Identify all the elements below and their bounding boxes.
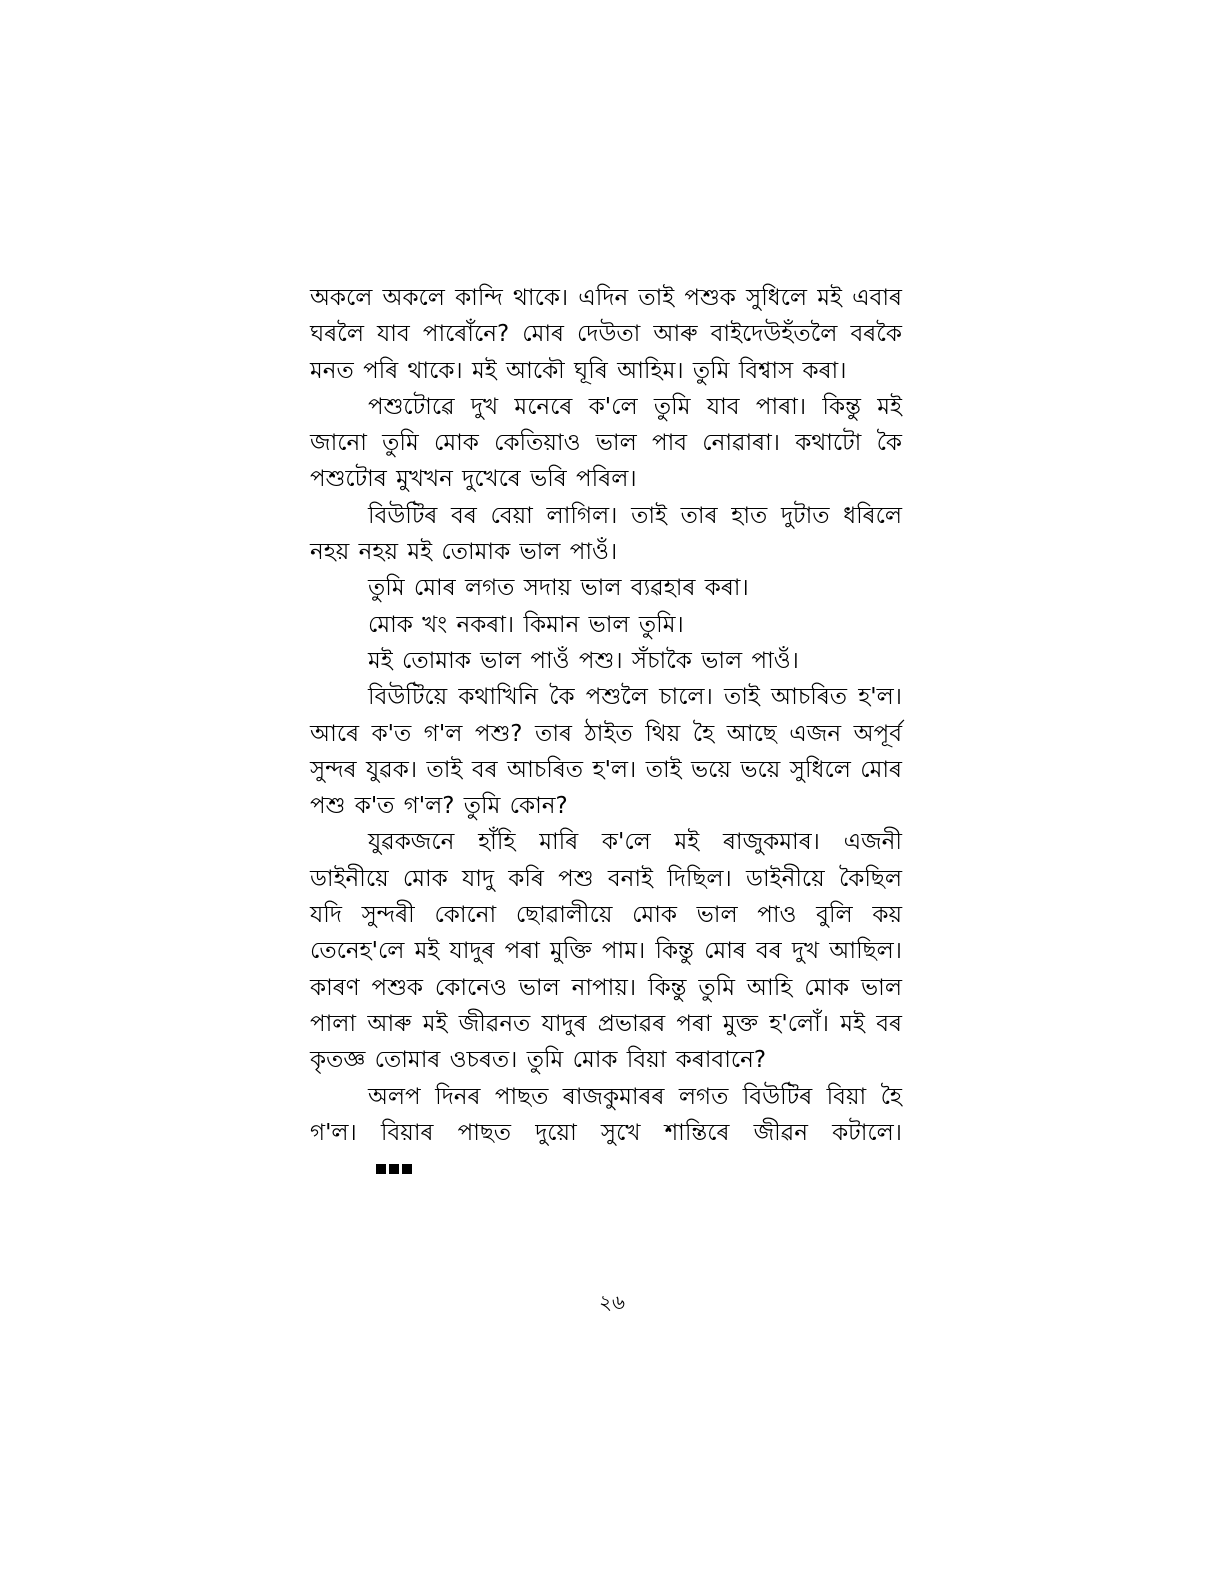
- paragraph-9-final: [310, 1079, 902, 1188]
- page-number: ২৬: [598, 1290, 625, 1314]
- paragraph-1: অকলে অকলে কান্দি থাকে। এদিন তাই পশুক সুধিলে মই এবাৰ ঘৰলৈ যাব পাৰোঁনে? মোৰ দেউতা আৰু বাইদেউহঁতলৈ বৰকৈ মনত পৰি থাকে। মই আকৌ ঘূৰি আহিম। তুমি বিশ্বাস কৰা।: [310, 285, 902, 384]
- paragraph-8: যুৱকজনে হাঁহি মাৰি ক'লে মই ৰাজুকমাৰ। এজনী ডাইনীয়ে মোক যাদু কৰি পশু বনাই দিছিল। ডাইনীয়ে কৈছিল যদি সুন্দৰী কোনো ছোৱালীয়ে মোক ভাল পাও বুলি কয় তেনেহ'লে মই যাদুৰ পৰা মুক্তি পাম। কিন্তু মোৰ বৰ দুখ আছিল। কাৰণ পশুক কোনেও ভাল নাপায়। কিন্তু তুমি আহি মোক ভাল পালা আৰু মই জীৱনত যাদুৰ প্ৰভাৱৰ পৰা মুক্ত হ'লোঁ। মই বৰ কৃতজ্ঞ তোমাৰ ওচৰত। তুমি মোক বিয়া কৰাবানে?: [310, 829, 902, 1074]
- final-paragraph-text: অলপ দিনৰ পাছত ৰাজকুমাৰৰ লগত বিউটিৰ বিয়া হৈ গ'ল। বিয়াৰ পাছত দুয়ো সুখে শান্তিৰে জীৱন কটালে।: [310, 1083, 902, 1146]
- page-body: [310, 280, 902, 1187]
- paragraph-2: পশুটোৱে দুখ মনেৰে ক'লে তুমি যাব পাৰা। কিন্তু মই জানো তুমি মোক কেতিয়াও ভাল পাব নোৱাৰা। কথাটো কৈ পশুটোৰ মুখখন দুখেৰে ভৰি পৰিল।: [310, 393, 902, 493]
- paragraph-4: তুমি মোৰ লগত সদায় ভাল ব্যৱহাৰ কৰা।: [368, 575, 749, 602]
- paragraph-7: বিউটিয়ে কথাখিনি কৈ পশুলৈ চালে। তাই আচৰিত হ'ল। আৰে ক'ত গ'ল পশু? তাৰ ঠাইত থিয় হৈ আছে এজন অপূৰ্ব সুন্দৰ যুৱক। তাই বৰ আচৰিত হ'ল। তাই ভয়ে ভয়ে সুধিলে মোৰ পশু ক'ত গ'ল? তুমি কোন?: [310, 684, 902, 820]
- end-of-story-mark: [318, 1151, 415, 1187]
- paragraph-5: মোক খং নকৰা। কিমান ভাল তুমি।: [368, 611, 684, 638]
- paragraph-6: মই তোমাক ভাল পাওঁ পশু। সঁচাকৈ ভাল পাওঁ।: [368, 647, 799, 674]
- end-square-icon: [402, 1164, 412, 1174]
- end-square-icon: [376, 1164, 386, 1174]
- end-square-icon: [389, 1164, 399, 1174]
- paragraph-3: বিউটিৰ বৰ বেয়া লাগিল। তাই তাৰ হাত দুটাত ধৰিলে নহয় নহয় মই তোমাক ভাল পাওঁ।: [310, 502, 902, 566]
